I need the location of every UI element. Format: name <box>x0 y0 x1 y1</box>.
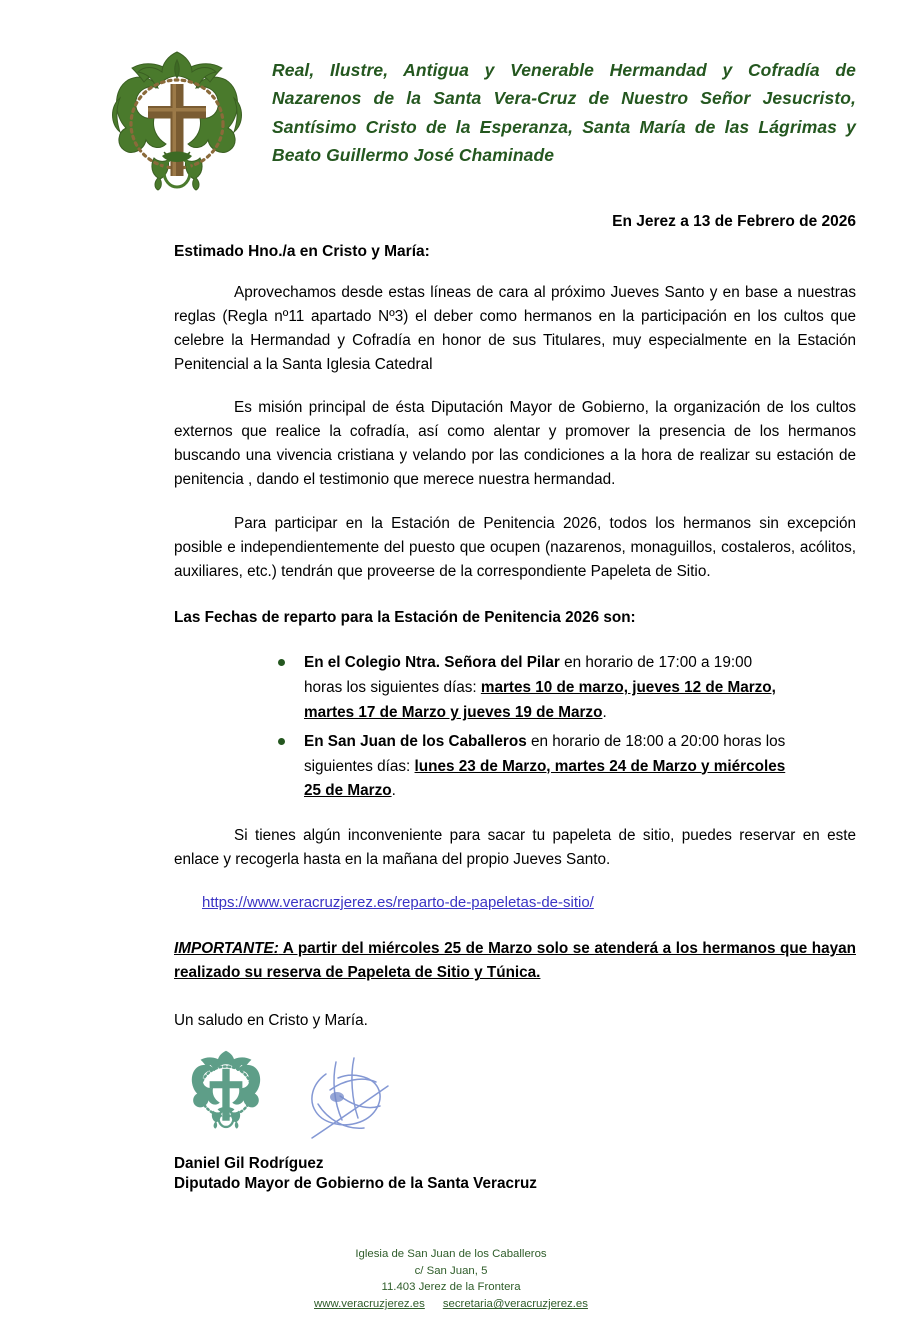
dates-heading: Las Fechas de reparto para la Estación de Penitencia 2026 son: <box>174 609 636 627</box>
footer-website-link[interactable]: www.veracruzjerez.es <box>314 1298 425 1311</box>
venue-dates: martes 10 de marzo, jueves 12 de Marzo, martes 17 de Marzo y jueves 19 de Marzo <box>304 679 776 721</box>
letterhead <box>0 0 902 197</box>
sentence-end: . <box>391 782 396 800</box>
reservation-link[interactable]: https://www.veracruzjerez.es/reparto-de-papeletas-de-sitio/ <box>202 893 594 911</box>
reservation-link-row <box>174 894 856 911</box>
footer-church-name: Iglesia de San Juan de los Caballeros <box>355 1247 547 1260</box>
crest-logo-container <box>92 28 262 197</box>
closing-line: Un saludo en Cristo y María. <box>174 1011 368 1029</box>
signer-title: Diputado Mayor de Gobierno de la Santa Veracruz <box>174 1175 537 1193</box>
society-name: Real, Ilustre, Antigua y Venerable Hermandad y Cofradía de Nazarenos de la Santa Vera-Cruz de Nuestro Señor Jesucristo, Santísimo Cristo de la Esperanza, Santa María de las Lágrimas y Beato Guillermo José Chaminade <box>272 60 856 166</box>
footer-city: 11.403 Jerez de la Frontera <box>381 1281 521 1294</box>
bullet-icon <box>278 738 285 745</box>
date-line: En Jerez a 13 de Febrero de 2026 <box>612 213 856 230</box>
paragraph-4: Si tienes algún inconveniente para sacar tu papeleta de sitio, puedes reservar en este enlace y recogerla hasta en la mañana del propio Jueves Santo. <box>174 827 856 868</box>
list-item <box>278 651 792 725</box>
signature-stamp-container <box>178 1036 274 1141</box>
letter-body <box>0 213 902 1195</box>
paragraph-1: Aprovechamos desde estas líneas de cara al próximo Jueves Santo y en base a nuestras reglas (Regla nº11 apartado Nº3) el deber como hermanos en la participación en los cultos que celebre la Hermandad y Cofradía en honor de sus Titulares, muy especialmente en la Estación Penitencial a la Santa Iglesia Catedral <box>174 284 856 373</box>
handwritten-signature-icon <box>292 1050 432 1146</box>
brotherhood-crest-icon <box>92 32 262 197</box>
important-label: IMPORTANTE: <box>174 939 279 957</box>
schedule-text: en horario de 17:00 a 19:00 horas los siguientes días: <box>304 654 753 697</box>
bullet-icon <box>278 659 285 666</box>
schedule-text: en horario de 18:00 a 20:00 horas los siguientes días: <box>304 732 786 775</box>
venue-name: En el Colegio Ntra. Señora del Pilar <box>304 654 560 672</box>
venue-dates: lunes 23 de Marzo, martes 24 de Marzo y miércoles 25 de Marzo <box>304 757 786 800</box>
signer-name: Daniel Gil Rodríguez <box>174 1154 324 1172</box>
important-text: A partir del miércoles 25 de Marzo solo se atenderá a los hermanos que hayan realizado su reserva de Papeleta de Sitio y Túnica. <box>174 939 856 982</box>
signer-block <box>174 1154 856 1195</box>
brotherhood-crest-stamp-icon <box>178 1036 274 1136</box>
paragraph-3: Para participar en la Estación de Penitencia 2026, todos los hermanos sin excepción posible e independientemente del puesto que ocupen (nazarenos, monaguillos, costaleros, acólitos, auxiliares, etc.) tendrán que proveerse de la correspondiente Papeleta de Sitio. <box>174 514 856 580</box>
distribution-dates-list <box>174 651 856 804</box>
important-notice <box>174 937 856 986</box>
signature-area <box>174 1036 856 1154</box>
footer-email-link[interactable]: secretaria@veracruzjerez.es <box>442 1298 588 1311</box>
sentence-end: . <box>602 703 607 721</box>
salutation: Estimado Hno./a en Cristo y María: <box>174 243 430 260</box>
paragraph-2: Es misión principal de ésta Diputación Mayor de Gobierno, la organización de los cultos externos que realice la cofradía, así como alentar y promover la presencia de los hermanos buscando una vivencia cristiana y velando por las condiciones a la hora de realizar su estación de penitencia , dando el testimonio que merece nuestra hermandad. <box>174 399 856 489</box>
footer <box>0 1246 902 1313</box>
list-item <box>278 730 792 804</box>
footer-street: c/ San Juan, 5 <box>414 1264 488 1277</box>
venue-name: En San Juan de los Caballeros <box>304 732 527 750</box>
footer-links <box>0 1296 902 1313</box>
handwritten-signature-container <box>292 1050 432 1151</box>
